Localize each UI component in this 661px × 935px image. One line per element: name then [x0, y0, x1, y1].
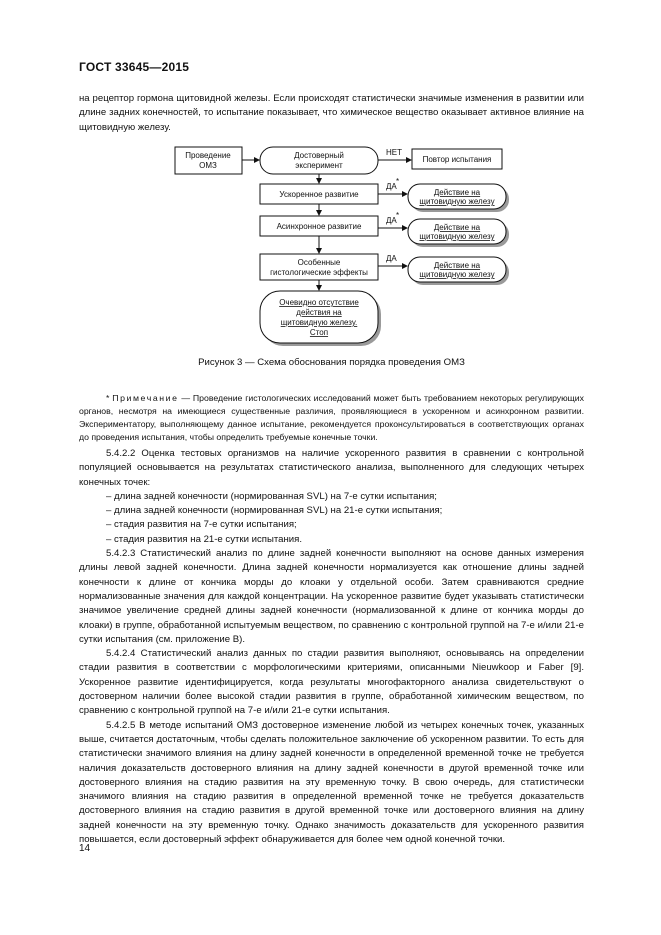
- list-item: – длина задней конечности (нормированная SVL) на 7-е сутки испытания;: [106, 490, 437, 502]
- list-item: – длина задней конечности (нормированная SVL) на 21-е сутки испытания;: [106, 505, 443, 517]
- step2-text: Асинхронное развитие: [276, 222, 362, 231]
- effect-2-text-2: щитовидную железу: [419, 232, 495, 241]
- end-text-1: Очевидно отсутствие: [279, 298, 359, 307]
- paragraph-5-4-2-4: 5.4.2.4 Статистический анализ данных по стадии развития выполняют, основываясь на определении стадии развития в соответствии с морфологическими критериями, описанными Nieuwkoop и Faber [9]. Ускоренное развитие идентифицируется, когда результаты многофакторного анализа свидетельствуют о достоверном наличии более высокой стадии развития в группе, обработанной химическим веществом, по сравнению с контрольной группой на 7-е и/или 21-е сутки испытания.: [79, 648, 584, 717]
- start-text-2: ОМЗ: [199, 161, 217, 170]
- paragraph-5-4-2-3: 5.4.2.3 Статистический анализ по длине задней конечности выполняют на основе данных измерения длины левой задней конечности. Длина задней конечности нормализуется как отношение длины задней конечности к длине от кончика морды до клоаки у отдельной особи. Затем сравниваются средние нормализованные значения для каждой концентрации. На ускоренное развитие будет указывать статистически значимое увеличение средней длины задней конечности (нормализованной к длине от кончика морды до клоаки) в группе, обработанной испытуемым веществом, по сравнению с контрольной группой на 7-е и/или 21-е сутки испытания (см. приложение В).: [79, 548, 584, 645]
- step3-text-2: гистологические эффекты: [270, 268, 368, 277]
- decision-text-1: Достоверный: [294, 151, 344, 160]
- effect-1-text-2: щитовидную железу: [419, 197, 495, 206]
- yes-label-2: ДА: [386, 216, 397, 225]
- asterisk-2: *: [396, 211, 400, 220]
- end-text-4: Стоп: [309, 328, 329, 337]
- note-marker: *: [106, 393, 110, 403]
- page-number: 14: [79, 843, 91, 854]
- effect-3-text-2: щитовидную железу: [419, 270, 495, 279]
- figure-caption: Рисунок 3 — Схема обоснования порядка проведения ОМЗ: [198, 357, 465, 368]
- document-header: ГОСТ 33645—2015: [79, 60, 190, 74]
- end-text-3: щитовидную железу.: [280, 318, 358, 327]
- repeat-text: Повтор испытания: [422, 155, 492, 164]
- effect-2-text-1: Действие на: [433, 223, 481, 232]
- step1-text: Ускоренное развитие: [279, 190, 359, 199]
- start-text-1: Проведение: [185, 151, 231, 160]
- no-label: НЕТ: [386, 148, 402, 157]
- effect-3-text-1: Действие на: [433, 261, 481, 270]
- asterisk-1: *: [396, 177, 400, 186]
- body-text: [79, 447, 584, 847]
- note-text: — Проведение гистологических исследований может быть требованием некоторых регулирующих органов, несмотря на имеющиеся существенные различия, проявляющиеся в ускоренном и асинхронном развитии. Экспериментатору, выполняющему данное испытание, рекомендуется проконсультироваться в соответствующих органах до проведения испытания, чтобы определить требуемые конечные точки.: [79, 393, 585, 442]
- list-item: – стадия развития на 7-е сутки испытания;: [106, 519, 297, 531]
- paragraph-5-4-2-5: 5.4.2.5 В методе испытаний ОМЗ достоверное изменение любой из четырех конечных точек, указанных выше, считается достаточным, чтобы сделать положительное заключение об ускоренном развитии. То есть для статистически значимого влияния на длину задней конечности в определенной временной точке не требуется наличия доказательств достоверного влияния на длину задней конечности в другой временной точке или достоверного влияния на стадию развития на эту временную точку. В свою очередь, для статистически значимого влияния на стадию развития в определенной временной точке не требуется доказательств достоверного влияния на стадию развития в другой временной точке или достоверного влияния на длину задней конечности на эту временную точку. Однако значимость доказательств для ускоренного развития повышается, если достоверный эффект обнаруживается для более чем одной конечной точки.: [79, 719, 584, 846]
- effect-1-text-1: Действие на: [433, 188, 481, 197]
- paragraph-5-4-2-2: 5.4.2.2 Оценка тестовых организмов на наличие ускоренного развития в сравнении с контрольной популяцией основывается на результатах статистического анализа, выполненного для следующих четырех конечных точек:: [79, 448, 584, 488]
- note-block: [79, 392, 584, 444]
- list-item: – стадия развития на 21-е сутки испытания.: [106, 533, 303, 545]
- end-text-2: действия на: [296, 308, 342, 317]
- decision-text-2: эксперимент: [295, 161, 343, 170]
- yes-label-1: ДА: [386, 182, 397, 191]
- note-label: Примечание: [112, 393, 179, 403]
- step3-text-1: Особенные: [297, 258, 341, 267]
- intro-text: на рецептор гормона щитовидной железы. Если происходят статистически значимые изменения в развитии или длине задних конечностей, то испытание показывает, что химическое вещество оказывает активное влияние на щитовидную железу.: [79, 93, 584, 133]
- yes-label-3: ДА: [386, 254, 397, 263]
- flowchart-diagram: [0, 0, 661, 360]
